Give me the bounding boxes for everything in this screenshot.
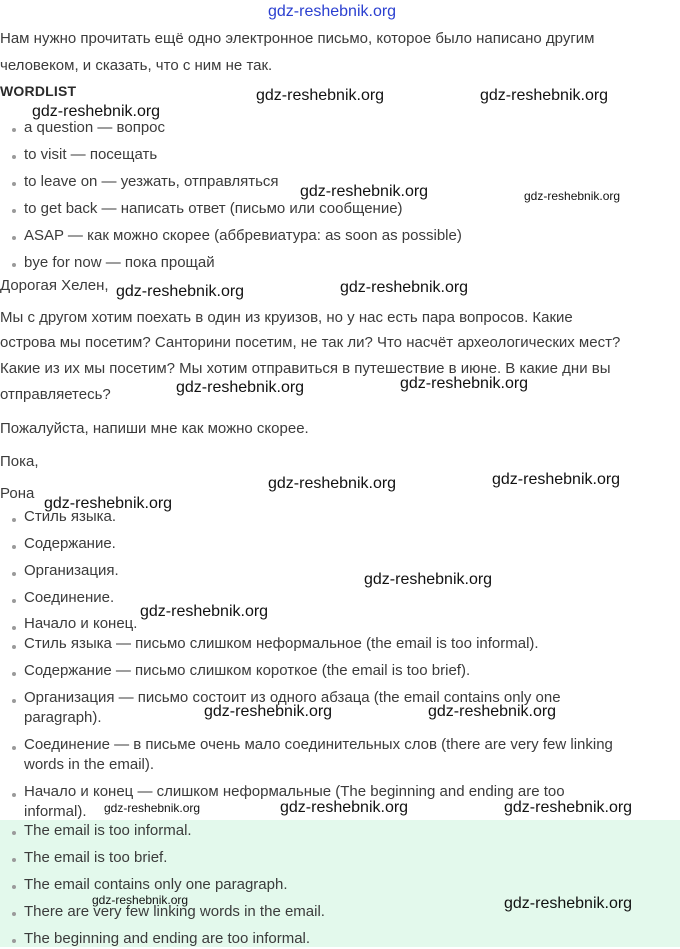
bullet bbox=[12, 545, 16, 549]
answer-ru-line: Начало и конец — слишком неформальные (The beginning and ending are too bbox=[24, 783, 565, 800]
letter-body-line: Мы с другом хотим поехать в один из круизов, но у нас есть пара вопросов. Какие bbox=[0, 309, 573, 326]
bullet bbox=[12, 263, 16, 267]
watermark: gdz-reshebnik.org bbox=[364, 571, 493, 588]
watermark: gdz-reshebnik.org bbox=[268, 475, 397, 492]
watermark: gdz-reshebnik.org bbox=[256, 87, 385, 104]
letter-request: Пожалуйста, напиши мне как можно скорее. bbox=[0, 420, 309, 437]
watermark: gdz-reshebnik.org bbox=[504, 895, 633, 912]
bullet bbox=[12, 626, 16, 630]
bullet bbox=[12, 128, 16, 132]
bullet bbox=[12, 746, 16, 750]
answer-ru-line: words in the email). bbox=[24, 756, 155, 773]
bullet bbox=[12, 912, 16, 916]
watermark: gdz-reshebnik.org bbox=[140, 603, 269, 620]
watermark: gdz-reshebnik.org bbox=[480, 87, 609, 104]
watermark: gdz-reshebnik.org bbox=[104, 801, 201, 815]
watermark: gdz-reshebnik.org bbox=[204, 703, 333, 720]
bullet bbox=[12, 518, 16, 522]
criteria-item: Начало и конец. bbox=[24, 615, 138, 632]
bullet bbox=[12, 885, 16, 889]
letter-body-line: Какие из их мы посетим? Мы хотим отправиться в путешествие в июне. В какие дни вы bbox=[0, 360, 611, 377]
watermark: gdz-reshebnik.org bbox=[524, 189, 621, 203]
bullet bbox=[12, 939, 16, 943]
answer-ru-line: informal). bbox=[24, 803, 87, 820]
letter-signature: Рона bbox=[0, 485, 35, 502]
bullet bbox=[12, 831, 16, 835]
wordlist-item: to visit — посещать bbox=[24, 146, 158, 163]
answer-ru-line: Соединение — в письме очень мало соединительных слов (there are very few linking bbox=[24, 736, 613, 753]
watermark: gdz-reshebnik.org bbox=[400, 375, 529, 392]
wordlist-item: to leave on — уезжать, отправляться bbox=[24, 173, 279, 190]
watermark: gdz-reshebnik.org bbox=[340, 279, 469, 296]
bullet bbox=[12, 672, 16, 676]
answer-ru-line: Стиль языка — письмо слишком неформальное (the email is too informal). bbox=[24, 635, 539, 652]
watermark: gdz-reshebnik.org bbox=[92, 893, 189, 907]
watermark: gdz-reshebnik.org bbox=[280, 799, 409, 816]
bullet bbox=[12, 699, 16, 703]
criteria-item: Содержание. bbox=[24, 535, 116, 552]
letter-closing: Пока, bbox=[0, 453, 39, 470]
bullet bbox=[12, 182, 16, 186]
criteria-item: Организация. bbox=[24, 562, 119, 579]
watermark: gdz-reshebnik.org bbox=[32, 103, 161, 120]
intro-line: человеком, и сказать, что с ним не так. bbox=[0, 57, 273, 74]
answer-en-item: There are very few linking words in the email. bbox=[24, 903, 325, 920]
bullet bbox=[12, 572, 16, 576]
answer-ru-line: Содержание — письмо слишком короткое (the email is too brief). bbox=[24, 662, 471, 679]
letter-body-line: острова мы посетим? Санторини посетим, не так ли? Что насчёт археологических мест? bbox=[0, 334, 621, 351]
watermark: gdz-reshebnik.org bbox=[268, 3, 397, 20]
wordlist-item: ASAP — как можно скорее (аббревиатура: as soon as possible) bbox=[24, 227, 462, 244]
bullet bbox=[12, 599, 16, 603]
bullet bbox=[12, 236, 16, 240]
watermark: gdz-reshebnik.org bbox=[116, 283, 245, 300]
answer-en-item: The email is too brief. bbox=[24, 849, 168, 866]
wordlist-item: to get back — написать ответ (письмо или сообщение) bbox=[24, 200, 403, 217]
answer-ru-line: Организация — письмо состоит из одного абзаца (the email contains only one bbox=[24, 689, 561, 706]
letter-body-line: отправляетесь? bbox=[0, 386, 111, 403]
watermark: gdz-reshebnik.org bbox=[504, 799, 633, 816]
watermark: gdz-reshebnik.org bbox=[492, 471, 621, 488]
answer-ru-line: paragraph). bbox=[24, 709, 102, 726]
bullet bbox=[12, 793, 16, 797]
answer-en-item: The email is too informal. bbox=[24, 822, 192, 839]
watermark: gdz-reshebnik.org bbox=[428, 703, 557, 720]
bullet bbox=[12, 209, 16, 213]
answer-en-item: The email contains only one paragraph. bbox=[24, 876, 288, 893]
watermark: gdz-reshebnik.org bbox=[44, 495, 173, 512]
wordlist-heading: WORDLIST bbox=[0, 83, 77, 99]
intro-line: Нам нужно прочитать ещё одно электронное письмо, которое было написано другим bbox=[0, 30, 595, 47]
wordlist-item: a question — вопрос bbox=[24, 119, 166, 136]
watermark: gdz-reshebnik.org bbox=[300, 183, 429, 200]
letter-greeting: Дорогая Хелен, bbox=[0, 277, 109, 294]
watermark: gdz-reshebnik.org bbox=[176, 379, 305, 396]
criteria-item: Соединение. bbox=[24, 589, 115, 606]
bullet bbox=[12, 858, 16, 862]
wordlist-item: bye for now — пока прощай bbox=[24, 254, 215, 271]
criteria-item: Стиль языка. bbox=[24, 508, 116, 525]
bullet bbox=[12, 155, 16, 159]
answer-en-item: The beginning and ending are too informal. bbox=[24, 930, 311, 947]
bullet bbox=[12, 645, 16, 649]
